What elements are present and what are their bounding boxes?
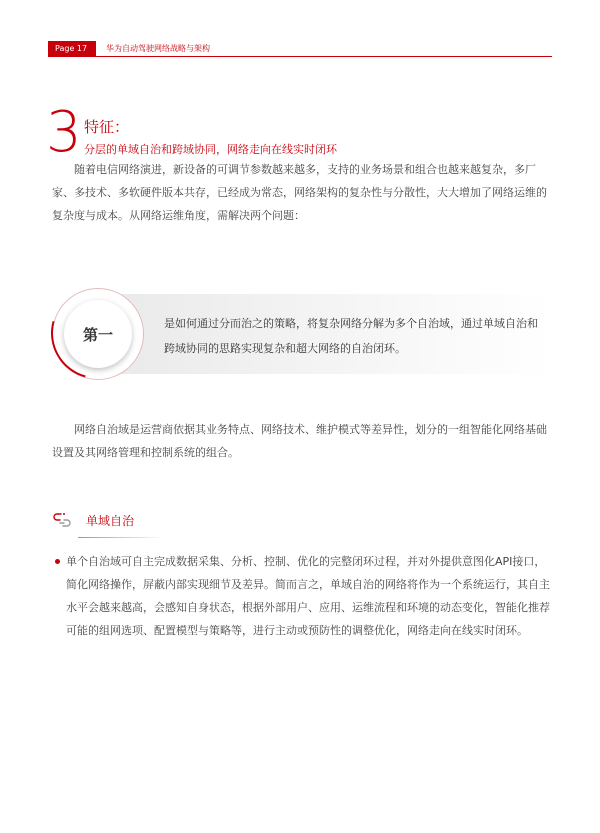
definition-paragraph: 网络自治域是运营商依据其业务特点、网络技术、维护模式等差异性，划分的一组智能化网络基础设置及其网络管理和控制系统的组合。 — [52, 423, 547, 459]
subsection-title: 单域自治 — [86, 514, 135, 528]
section-subtitle: 分层的单域自治和跨域协同，网络走向在线实时闭环 — [84, 143, 337, 156]
intro-paragraph: 随着电信网络演进，新设备的可调节参数越来越多，支持的业务场景和组合也越来越复杂，多厂家、多技术、多软硬件版本共存，已经成为常态，网络架构的复杂性与分散性，大大增加了网络运维的复杂度与成本。从网络运维角度，需解决两个问题： — [52, 163, 547, 222]
callout-text: 是如何通过分而治之的策略，将复杂网络分解为多个自治域，通过单域自治和跨域协同的思路实现复杂和超大网络的自治闭环。 — [164, 317, 538, 355]
page-header — [0, 41, 600, 57]
bullet-text: 单个自治域可自主完成数据采集、分析、控制、优化的完整闭环过程，并对外提供意图化API接口，简化网络操作，屏蔽内部实现细节及差异。简而言之，单域自治的网络将作为一个系统运行，其自主水平会越来越高，会感知自身状态，根据外部用户、应用、运维流程和环境的动态变化，智能化推荐可能的组网选项、配置模型与策略等，进行主动或预防性的调整优化，网络走向在线实时闭环。 — [66, 555, 550, 637]
link-chain-icon — [52, 510, 72, 530]
callout-box — [52, 288, 552, 380]
subsection-heading — [52, 508, 552, 538]
list-item — [52, 550, 552, 642]
page-number-badge: Page 17 — [48, 41, 96, 57]
document-title: 华为自动驾驶网络战略与架构 — [106, 44, 210, 53]
subsection-underline — [78, 537, 164, 538]
callout-badge: 第一 — [64, 300, 132, 368]
section-number: 3 — [46, 100, 82, 165]
header-rule — [48, 56, 552, 57]
section-title: 特征： — [84, 118, 130, 136]
bullet-dot — [55, 559, 60, 564]
